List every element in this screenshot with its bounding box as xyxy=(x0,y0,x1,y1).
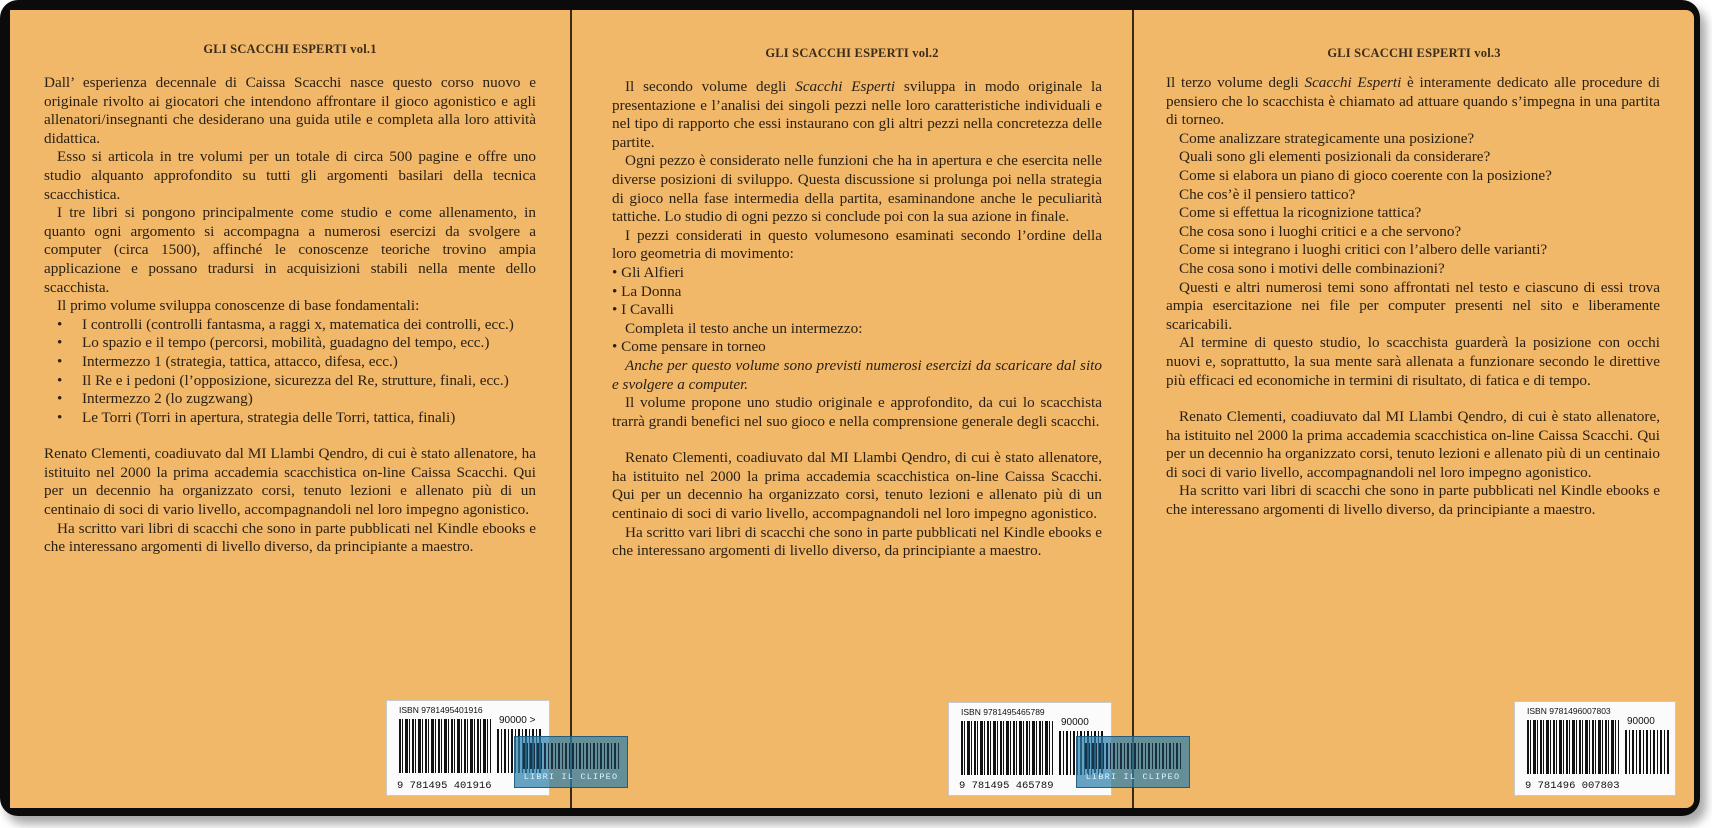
question-item: Come analizzare strategicamente una posizione? xyxy=(1179,129,1475,147)
list-item: • Intermezzo 1 (strategia, tattica, attacco, difesa, ecc.) xyxy=(44,353,536,372)
author-bio: Renato Clementi, coadiuvato dal MI Llambi Qendro, di cui è stato allenatore, ha istituito nel 2000 la prima accademia scacchistica on-line Caissa Scacchi. Qui per un decennio ha organizzato corsi, tenuto lezioni e allenato più di un centinaio di soci di vario livello, accompagnandoli nel loro impegno agonistico. xyxy=(1166,408,1660,481)
barcode-bars xyxy=(961,721,1053,775)
list-item: • Il Re e i pedoni (l’opposizione, sicurezza del Re, strutture, finali, ecc.) xyxy=(44,372,536,391)
paragraph: Ogni pezzo è considerato nelle funzioni che ha in apertura e che esercita nelle diverse posizioni di sviluppo. Questa discussione si prolunga poi nella strategia di gioco nella fase intermedia della partita, esaminandone anche le peculiarità tattiche. Lo studio di ogni pezzo si conclude poi con la sua azione in finale. xyxy=(612,152,1102,226)
paragraph: Completa il testo anche un intermezzo: xyxy=(625,319,863,337)
list-item: • Come pensare in torneo xyxy=(612,338,766,356)
list-item: • Gli Alfieri xyxy=(612,263,684,281)
isbn-digits: 9 781495 401916 xyxy=(397,780,492,792)
barcode-bars xyxy=(399,719,491,773)
author-bio: Renato Clementi, coadiuvato dal MI Llambi Qendro, di cui è stato allenatore, ha istituito nel 2000 la prima accademia scacchistica on-line Caissa Scacchi. Qui per un decennio ha organizzato corsi, tenuto lezioni e allenato più di un centinaio di soci di vario livello, accompagnandoli nel loro impegno agonistico. xyxy=(612,449,1102,523)
stamp-text: LIBRI IL CLIPEO xyxy=(523,772,619,782)
list-item: • Le Torri (Torri in apertura, strategia delle Torri, tattica, finali) xyxy=(44,409,536,428)
question-item: Che cosa sono i luoghi critici e a che servono? xyxy=(1179,222,1462,240)
paragraph: Il primo volume sviluppa conoscenze di base fondamentali: xyxy=(57,297,420,315)
list-item: • Intermezzo 2 (lo zugzwang) xyxy=(44,390,536,409)
cover-body-text xyxy=(612,78,1102,561)
paragraph: Al termine di questo studio, lo scacchista guarderà la posizione con occhi nuovi e, soprattutto, la sua mente sarà allenata a funzionare secondo le direttive più efficaci ed economiche in termini di risultato, di fatica e di tempo. xyxy=(1166,334,1660,389)
paragraph: Il volume propone uno studio originale e approfondito, da cui lo scacchista trarrà grandi benefici nel suo gioco e nella comprensione generale degli scacchi. xyxy=(612,394,1102,430)
paragraph: Il terzo volume degli Scacchi Esperti è interamente dedicato alle procedure di pensiero che lo scacchista è chiamato ad attuare quando s’impegna in una partita di torneo. xyxy=(1166,74,1660,129)
author-bio: Renato Clementi, coadiuvato dal MI Llambi Qendro, di cui è stato allenatore, ha istituito nel 2000 la prima accademia scacchistica on-line Caissa Scacchi. Qui per un decennio ha organizzato corsi, tenuto lezioni e allenato più di un centinaio di soci di vario livello, accompagnandoli nel loro impegno agonistico. xyxy=(44,445,536,519)
barcode-bars xyxy=(1527,720,1619,774)
isbn-label: ISBN 9781495401916 xyxy=(399,705,483,715)
paragraph: I pezzi considerati in questo volumesono esaminati secondo l’ordine della loro geometria di movimento: xyxy=(612,226,1102,263)
paragraph: I tre libri si pongono principalmente come studio e come allenamento, in quanto ogni argomento si accompagna a numerosi esercizi da svolgere a computer (circa 1500), affinché le conoscenze teoriche trovino ampia applicazione e possano tradursi in acquisizioni stabili nella mente dello scacchista. xyxy=(44,204,536,296)
paragraph: Anche per questo volume sono previsti numerosi esercizi da scaricare dal sito e svolgere a computer. xyxy=(612,356,1102,393)
price-code: 90000 > xyxy=(499,715,536,726)
paragraph: Il secondo volume degli Scacchi Esperti sviluppa in modo originale la presentazione e l’analisi dei singoli pezzi nelle loro caratteristiche individuali e nel tipo di rapporto che essi instaurano con gli altri pezzi nella concretezza delle partite. xyxy=(612,78,1102,151)
question-item: Come si elabora un piano di gioco coerente con la posizione? xyxy=(1179,166,1552,184)
price-code: 90000 xyxy=(1061,717,1089,728)
cover-body-text xyxy=(44,74,536,557)
list-item: • I Cavalli xyxy=(612,301,674,319)
back-cover-vol3 xyxy=(1134,10,1694,808)
stamp-barcode xyxy=(1085,743,1181,769)
question-item: Quali sono gli elementi posizionali da considerare? xyxy=(1179,148,1491,166)
author-bio: Ha scritto vari libri di scacchi che sono in parte pubblicati nel Kindle ebooks e che interessano argomenti di livello diverso, da principiante a maestro. xyxy=(1166,482,1660,519)
list-item: • La Donna xyxy=(612,282,682,300)
stamp-text: LIBRI IL CLIPEO xyxy=(1085,772,1181,782)
author-bio: Ha scritto vari libri di scacchi che sono in parte pubblicati nel Kindle ebooks e che interessano argomenti di livello diverso, da principiante a maestro. xyxy=(612,523,1102,560)
cover-title: GLI SCACCHI ESPERTI vol.1 xyxy=(203,42,377,56)
back-cover-vol1 xyxy=(10,10,570,808)
list-item: • Lo spazio e il tempo (percorsi, mobilità, guadagno del tempo, ecc.) xyxy=(44,334,536,353)
cover-body-text xyxy=(1166,74,1660,520)
question-item: Come si effettua la ricognizione tattica? xyxy=(1179,204,1422,222)
stamp-barcode xyxy=(523,743,619,769)
bookseller-stamp xyxy=(1076,736,1190,788)
barcode-addon-bars xyxy=(1625,730,1669,774)
author-bio: Ha scritto vari libri di scacchi che sono in parte pubblicati nel Kindle ebooks e che interessano argomenti di livello diverso, da principiante a maestro. xyxy=(44,519,536,556)
cover-title: GLI SCACCHI ESPERTI vol.3 xyxy=(1327,46,1501,60)
isbn-label: ISBN 9781496007803 xyxy=(1527,706,1611,716)
paragraph: Esso si articola in tre volumi per un totale di circa 500 pagine e offre uno studio alquanto approfondito su tutti gli argomenti basilari della tecnica scacchistica. xyxy=(44,148,536,203)
paragraph: Questi e altri numerosi temi sono affrontati nel testo e ciascuno di essi trova ampia esercitazione nei file per computer presenti nel sito e liberamente scaricabili. xyxy=(1166,278,1660,333)
isbn-digits: 9 781495 465789 xyxy=(959,780,1054,792)
bookseller-stamp xyxy=(514,736,628,788)
back-cover-vol2 xyxy=(572,10,1132,808)
topic-list xyxy=(44,316,536,428)
paragraph: Dall’ esperienza decennale di Caissa Scacchi nasce questo corso nuovo e originale rivolto ai giocatori che intendono affrontare il gioco agonistico e agli allenatori/insegnanti che desiderano una guida utile e completa alla loro attività didattica. xyxy=(44,74,536,147)
isbn-digits: 9 781496 007803 xyxy=(1525,780,1620,792)
question-item: Che cos’è il pensiero tattico? xyxy=(1179,185,1356,203)
isbn-label: ISBN 9781495465789 xyxy=(961,707,1045,717)
cover-title: GLI SCACCHI ESPERTI vol.2 xyxy=(765,46,939,60)
list-item: • I controlli (controlli fantasma, a raggi x, matematica dei controlli, ecc.) xyxy=(44,316,536,335)
price-code: 90000 xyxy=(1627,716,1655,727)
question-item: Come si integrano i luoghi critici con l’albero delle varianti? xyxy=(1179,241,1548,259)
question-item: Che cosa sono i motivi delle combinazioni? xyxy=(1179,259,1445,277)
isbn-barcode xyxy=(1514,701,1676,796)
